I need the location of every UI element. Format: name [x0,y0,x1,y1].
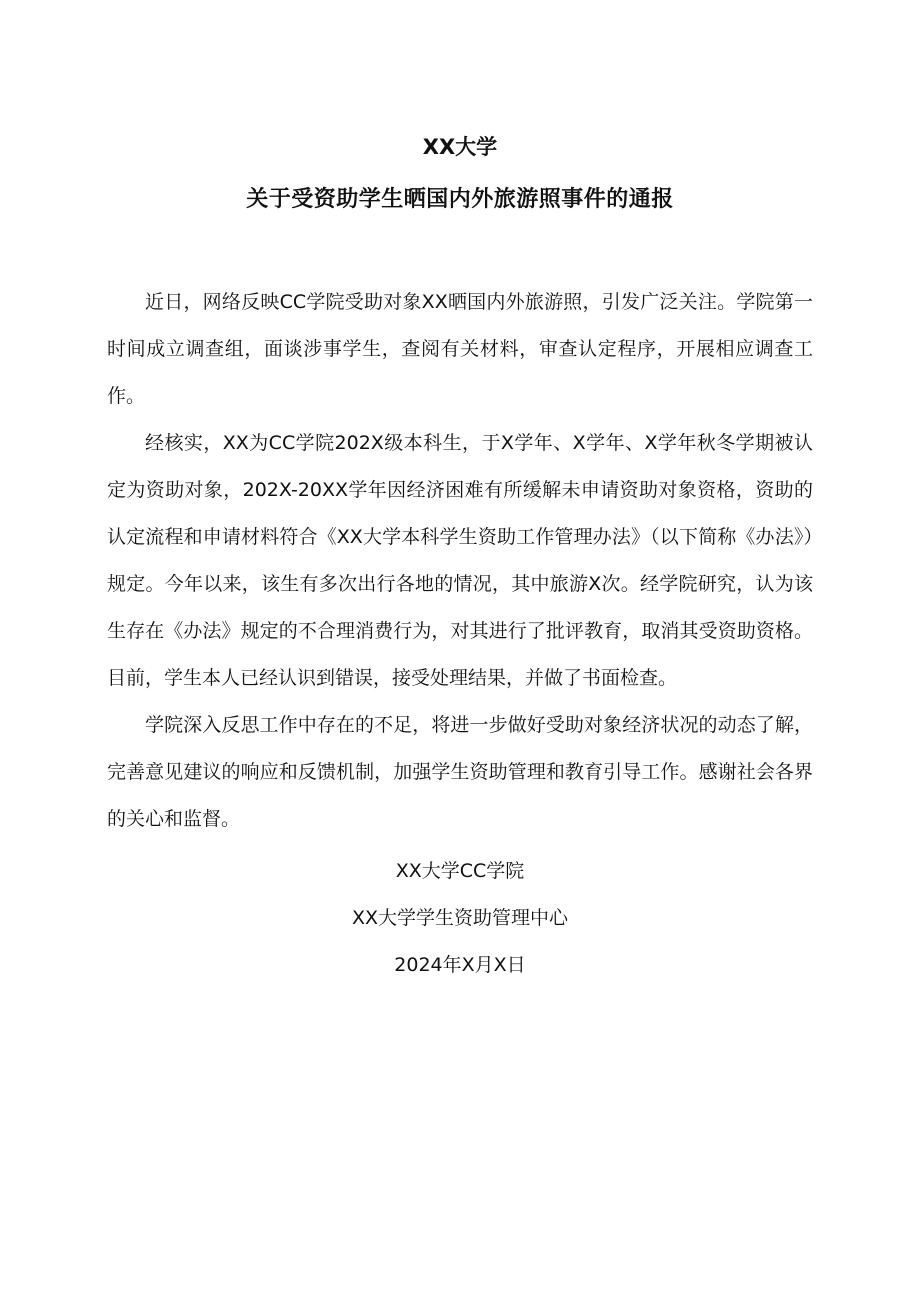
signature-org-college: XX大学CC学院 [395,860,525,882]
notice-title: 关于受资助学生晒国内外旅游照事件的通报 [246,187,674,212]
notice-document [107,128,813,989]
signature-org-center: XX大学学生资助管理中心 [351,907,569,929]
issuing-organization-title: XX大学 [422,135,498,159]
paragraph-verification: 经核实，XX为CC学院202X级本科生，于X学年、X学年、X学年秋冬学期被认定为资助对象，202X-20XX学年因经济困难有所缓解未申请资助对象资格，资助的认定流程和申请材料符合《XX大学本科学生资助工作管理办法》（以下简称《办法》）规定。今年以来，该生有多次出行各地的情况，其中旅游X次。经学院研究，认为该生存在《办法》规定的不合理消费行为，对其进行了批评教育，取消其受资助资格。目前，学生本人已经认识到错误，接受处理结果，并做了书面检查。 [107,432,813,689]
paragraph-findings-intro: 近日，网络反映CC学院受助对象XX晒国内外旅游照，引发广泛关注。学院第一时间成立调查组，面谈涉事学生，查阅有关材料，审查认定程序，开展相应调查工作。 [107,291,813,407]
notice-body [107,279,813,843]
paragraph-reflection: 学院深入反思工作中存在的不足，将进一步做好受助对象经济状况的动态了解，完善意见建议的响应和反馈机制，加强学生资助管理和教育引导工作。感谢社会各界的关心和监督。 [107,714,813,830]
signature-block [107,848,813,989]
signature-date: 2024年X月X日 [394,954,526,976]
